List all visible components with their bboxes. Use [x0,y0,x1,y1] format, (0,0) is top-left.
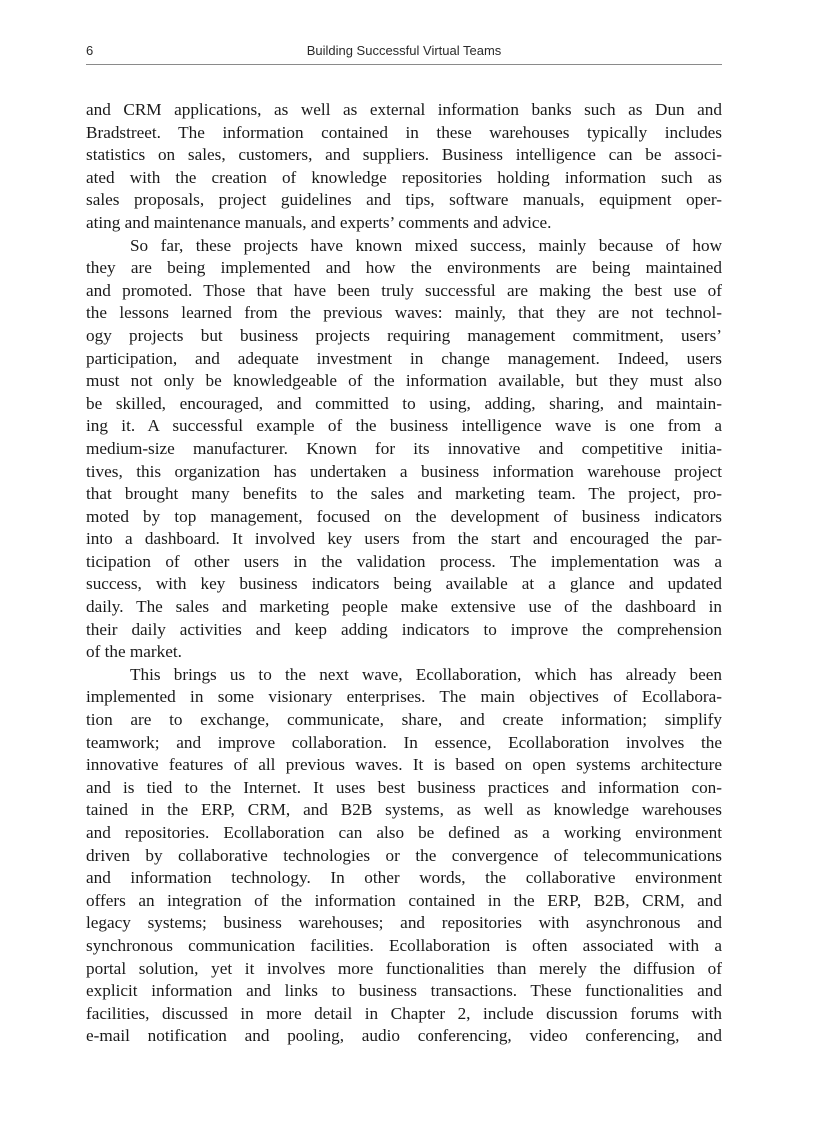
text-line: statistics on sales, customers, and suppliers. Business intelligence can be associ- [86,145,722,165]
text-line: participation, and adequate investment in change management. Indeed, users [86,348,722,368]
text-line: teamwork; and improve collaboration. In essence, Ecollaboration involves the [86,732,722,752]
text-line: sales proposals, project guidelines and tips, software manuals, equipment oper- [86,190,722,210]
text-line: daily. The sales and marketing people make extensive use of the dashboard in [86,597,722,617]
text-line: ating and maintenance manuals, and experts’ comments and advice. [86,212,552,232]
text-line: must not only be knowledgeable of the information available, but they must also [86,371,722,391]
text-line: medium-size manufacturer. Known for its innovative and competitive initia- [86,438,722,458]
text-line: into a dashboard. It involved key users from the start and encouraged the par- [86,529,722,549]
text-line: e-mail notification and pooling, audio conferencing, video conferencing, and [86,1026,722,1046]
text-line: and CRM applications, as well as external information banks such as Dun and [86,100,722,119]
paragraph [86,99,722,235]
text-line: they are being implemented and how the environments are being maintained [86,258,722,278]
running-title: Building Successful Virtual Teams [306,43,502,58]
paragraph [86,235,722,664]
text-line: implemented in some visionary enterprises. The main objectives of Ecollabora- [86,687,722,707]
body-text [86,99,722,1048]
text-line: and promoted. Those that have been truly successful are making the best use of [86,280,722,300]
text-line: be skilled, encouraged, and committed to using, adding, sharing, and maintain- [86,393,722,413]
text-line: and is tied to the Internet. It uses best business practices and information con- [86,777,722,797]
text-line: tained in the ERP, CRM, and B2B systems, as well as knowledge warehouses [86,800,722,820]
text-line: Bradstreet. The information contained in these warehouses typically includes [86,122,722,142]
text-line: So far, these projects have known mixed success, mainly because of how [130,235,722,255]
text-line: portal solution, yet it involves more functionalities than merely the diffusion of [86,958,722,978]
text-line: of the market. [86,642,182,662]
text-line: offers an integration of the information contained in the ERP, B2B, CRM, and [86,890,722,910]
running-header [86,40,722,65]
text-line: ing it. A successful example of the business intelligence wave is one from a [86,416,722,436]
text-line: innovative features of all previous waves. It is based on open systems architecture [86,755,722,775]
text-line: ated with the creation of knowledge repositories holding information such as [86,167,722,187]
text-line: ticipation of other users in the validation process. The implementation was a [86,551,722,571]
text-line: success, with key business indicators being available at a glance and updated [86,574,722,594]
text-line: tion are to exchange, communicate, share, and create information; simplify [86,710,722,730]
text-line: ogy projects but business projects requiring management commitment, users’ [86,325,722,345]
text-line: synchronous communication facilities. Ecollaboration is often associated with a [86,935,722,955]
text-line: that brought many benefits to the sales and marketing team. The project, pro- [86,484,722,504]
text-line: This brings us to the next wave, Ecollaboration, which has already been [130,664,722,684]
text-line: their daily activities and keep adding indicators to improve the comprehension [86,619,722,639]
text-line: and information technology. In other words, the collaborative environment [86,868,722,888]
text-line: the lessons learned from the previous waves: mainly, that they are not technol- [86,303,722,323]
text-line: legacy systems; business warehouses; and repositories with asynchronous and [86,913,722,933]
paragraph [86,664,722,1048]
text-line: facilities, discussed in more detail in Chapter 2, include discussion forums with [86,1003,722,1023]
text-line: moted by top management, focused on the development of business indicators [86,506,722,526]
text-line: driven by collaborative technologies or the convergence of telecommunications [86,845,722,865]
text-line: explicit information and links to business transactions. These functionalities and [86,981,722,1001]
text-line: and repositories. Ecollaboration can also be defined as a working environment [86,823,722,842]
text-line: tives, this organization has undertaken a business information warehouse project [86,461,722,481]
page-number: 6 [86,43,94,58]
